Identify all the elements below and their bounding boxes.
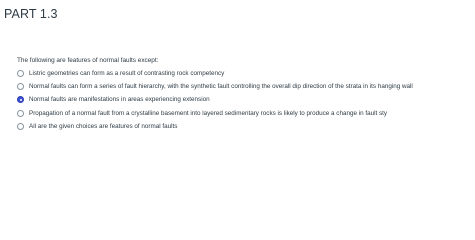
- radio-button[interactable]: [17, 110, 24, 117]
- section-title: PART 1.3: [4, 7, 58, 21]
- answer-label: All are the given choices are features of normal faults: [29, 122, 178, 130]
- question-text: The following are features of normal faults except:: [17, 57, 159, 64]
- answer-option-1[interactable]: [17, 67, 413, 80]
- answer-label: Normal faults are manifestations in areas experiencing extension: [29, 96, 210, 104]
- answer-option-3[interactable]: [17, 93, 413, 106]
- answer-option-4[interactable]: [17, 107, 413, 120]
- radio-button[interactable]: [17, 83, 24, 90]
- answer-label: Propagation of a normal fault from a crystalline basement into layered sedimentary rocks is likely to produce a change in fault sty: [29, 109, 388, 117]
- radio-button[interactable]: [17, 70, 24, 77]
- radio-button[interactable]: [17, 123, 24, 130]
- radio-button-selected[interactable]: [17, 96, 24, 103]
- answer-option-2[interactable]: [17, 80, 413, 93]
- answer-label: Listric geometries can form as a result of contrasting rock competency: [29, 70, 225, 78]
- answer-option-5[interactable]: [17, 120, 413, 133]
- answer-label: Normal faults can form a series of fault hierarchy, with the synthetic fault controlling the overall dip direction of the strata in its hanging wall: [29, 83, 413, 91]
- answer-options: [17, 67, 413, 133]
